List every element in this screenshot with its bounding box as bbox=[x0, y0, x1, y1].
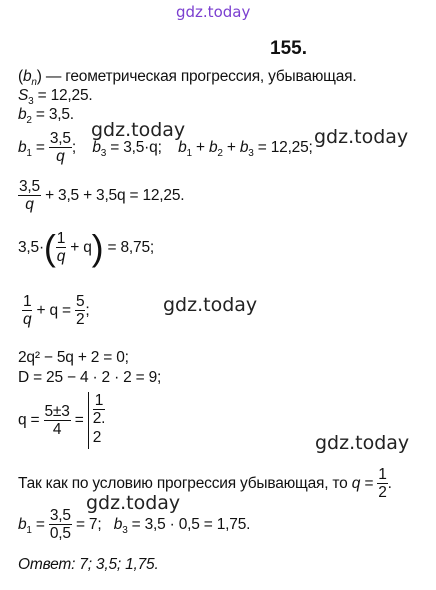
final-values-line: $b_1$ = $\frac{3,5}{0,5}$ = 7; $b_3 = 3,5 \cdot 0,5 = 1,75$. bbox=[18, 507, 251, 543]
statement-line: $(b_n)$ — геометрическая прогрессия, убывающая. bbox=[18, 68, 357, 89]
s3-line: $S_3 = 12,25$. bbox=[18, 87, 93, 108]
equation-2: $\frac{3,5}{q}$ + 3,5 + 3,5q = 12,25. bbox=[19, 178, 185, 214]
b1-b3-line: $b_1$ = $\frac{3,5}{q}$ ; $b_3 = 3,5\cdot q$; $b_1 + b_2 + b_3 = 12,25$; bbox=[18, 130, 313, 166]
watermark-top: gdz.today bbox=[176, 3, 251, 21]
watermark: gdz.today bbox=[91, 119, 186, 141]
watermark: gdz.today bbox=[314, 126, 409, 148]
b2-line: $b_2 = 3,5$. bbox=[18, 106, 74, 127]
equation-5: 2q² − 5q + 2 = 0; bbox=[18, 349, 129, 366]
conclusion-line: Так как по условию прогрессия убывающая, то q = $\frac{1}{2}$ . bbox=[18, 466, 392, 502]
equation-3: 3,5·( $\frac{1}{q}$ + q) = 8,75; bbox=[18, 226, 154, 268]
problem-number: 155. bbox=[270, 38, 307, 59]
watermark: gdz.today bbox=[86, 492, 181, 514]
equation-7: q = $\frac{5\pm 3}{4}$ = 1 2. 2 bbox=[18, 392, 105, 449]
answer-line: Ответ: 7; 3,5; 1,75. bbox=[18, 556, 159, 573]
watermark: gdz.today bbox=[315, 432, 410, 454]
watermark: gdz.today bbox=[163, 294, 258, 316]
equation-4: $\frac{1}{q}$ + q = $\frac{5}{2}$ ; bbox=[23, 293, 90, 329]
equation-6: D = 25 − 4 · 2 · 2 = 9; bbox=[18, 369, 162, 386]
